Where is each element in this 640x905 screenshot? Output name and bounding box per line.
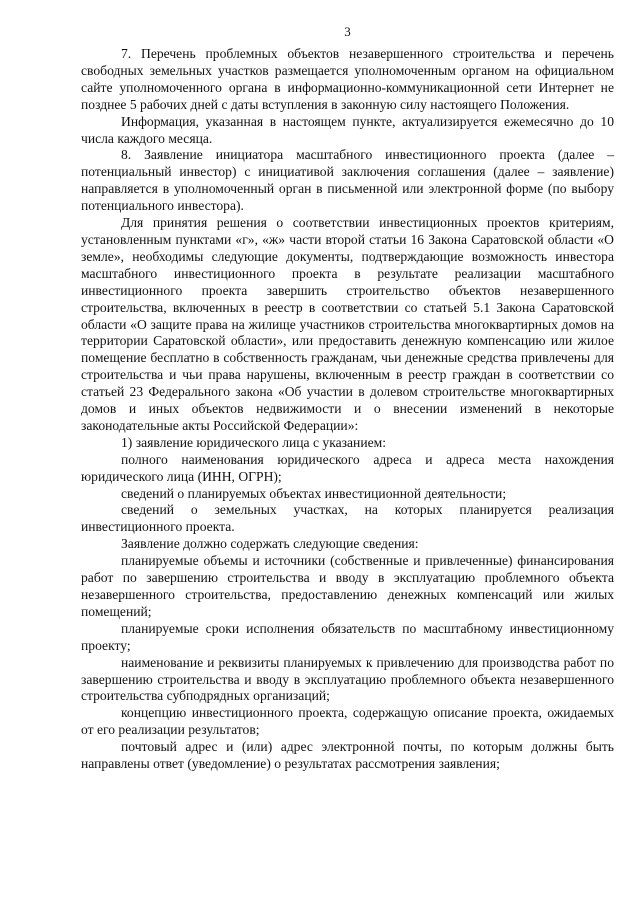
list-item-full-name: полного наименования юридического адреса и адреса места нахождения юридического лица (ИНН, ОГРН); <box>81 451 614 484</box>
list-item-planned-objects: сведений о планируемых объектах инвестиционной деятельности; <box>121 485 507 501</box>
list-item-address: почтовый адрес и (или) адрес электронной почты, по которым должны быть направлены ответ (уведомление) о результатах рассмотрения заявления; <box>81 739 614 772</box>
list-item-deadlines: планируемые сроки исполнения обязательств по масштабному инвестиционному проекту; <box>81 620 614 653</box>
paragraph-8-application: 8. Заявление инициатора масштабного инвестиционного проекта (далее – потенциальный инвестор) с инициативой заключения соглашения (далее – заявление) направляется в уполномоченный орган в письменной или электронной форме (по выбору потенциального инвестора). <box>81 147 614 214</box>
list-item-subcontractors: наименование и реквизиты планируемых к привлечению для производства работ по завершению строительства и вводу в эксплуатацию проблемного объекта незавершенного строительства субподрядных организаций; <box>81 654 614 704</box>
paragraph-7-list-publication: 7. Перечень проблемных объектов незавершенного строительства и перечень свободных земельных участков размещается уполномоченным органом на официальном сайте уполномоченного органа в информационно-коммуникационной сети Интернет не позднее 5 рабочих дней с даты вступления в законную силу настоящего Положения. <box>81 46 614 112</box>
list-item-concept: концепцию инвестиционного проекта, содержащую описание проекта, ожидаемых от его реализации результатов; <box>81 705 614 738</box>
page-number: 3 <box>344 24 351 39</box>
paragraph-required-documents: Для принятия решения о соответствии инвестиционных проектов критериям, установленным пунктами «г», «ж» части второй статьи 16 Закона Саратовской области «О земле», необходимы следующие документы, подтверждающие возможность инвестора масштабного инвестиционного проекта в результате реализации масштабного инвестиционного проекта завершить строительство объектов незавершенного строительства, включенных в реестр в соответствии со статьей 5.1 Закона Саратовской области «О защите права на жилище участников строительства многоквартирных домов на территории Саратовской области», или предоставить денежную компенсацию или жилое помещение бесплатно в собственность гражданам, чьи денежные средства привлечены для строительства и чьи права нарушены, включенным в реестр граждан в соответствии со статьей 23 Федерального закона «Об участии в долевом строительстве многоквартирных домов и иных объектов недвижимости и о внесении изменений в некоторые законодательные акты Российской Федерации»: <box>81 215 614 433</box>
paragraph-info-update: Информация, указанная в настоящем пункте, актуализируется ежемесячно до 10 числа каждого месяца. <box>81 113 614 146</box>
list-item-land-plots: сведений о земельных участках, на которых планируется реализация инвестиционного проекта. <box>81 502 614 535</box>
list-item-1-legal-entity: 1) заявление юридического лица с указанием: <box>121 434 387 450</box>
list-item-financing: планируемые объемы и источники (собственные и привлеченные) финансирования работ по завершению строительства и вводу в эксплуатацию проблемного объекта незавершенного строительства, предоставлению денежных компенсаций или жилых помещений; <box>81 553 614 619</box>
paragraph-application-content: Заявление должно содержать следующие сведения: <box>121 536 419 552</box>
